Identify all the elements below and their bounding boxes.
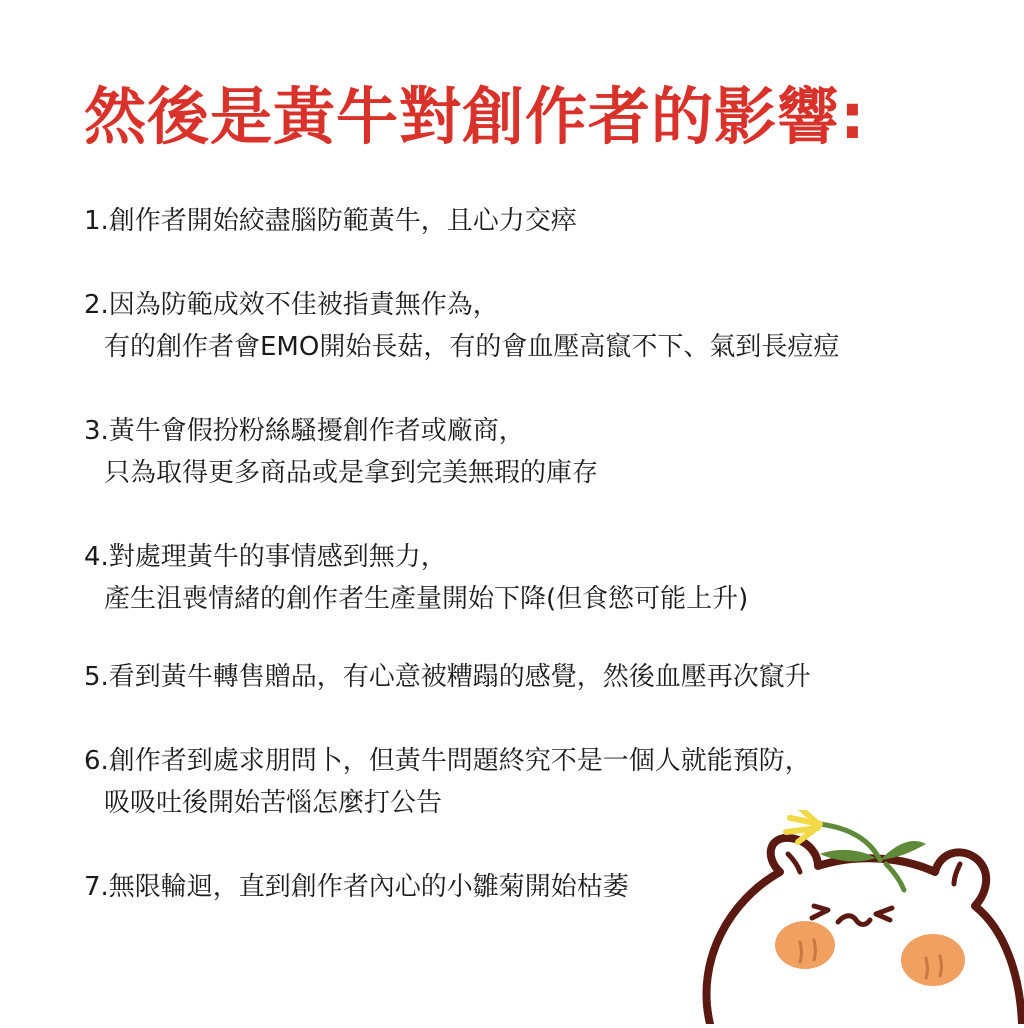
list-item-line: 6.創作者到處求朋問卜，但黃牛問題終究不是一個人就能預防， xyxy=(84,746,811,776)
list-item-line: 5.看到黃牛轉售贈品，有心意被糟蹋的感覺，然後血壓再次竄升 xyxy=(84,662,811,692)
list-item-1 xyxy=(84,200,577,242)
list-item-4 xyxy=(84,536,748,620)
list-item-2 xyxy=(84,284,839,368)
list-item-line: 1.創作者開始絞盡腦防範黃牛，且心力交瘁 xyxy=(84,206,577,236)
list-item-line-continued: 只為取得更多商品或是拿到完美無瑕的庫存 xyxy=(104,458,599,488)
list-item-line: 7.無限輪迴，直到創作者內心的小雛菊開始枯萎 xyxy=(84,872,629,902)
list-item-line: 2.因為防範成效不佳被指責無作為， xyxy=(84,290,499,320)
list-item-line-continued: 產生沮喪情緒的創作者生產量開始下降(但食慾可能上升) xyxy=(104,584,749,614)
page-title: 然後是黃牛對創作者的影響: xyxy=(84,80,866,153)
list-item-line-continued: 有的創作者會EMO開始長菇，有的會血壓高竄不下、氣到長痘痘 xyxy=(104,332,840,362)
list-item-line: 3.黃牛會假扮粉絲騷擾創作者或廠商， xyxy=(84,416,525,446)
sad-bear-with-wilting-daisy-icon xyxy=(690,810,1024,1024)
list-item-5 xyxy=(84,656,811,698)
list-item-3 xyxy=(84,410,598,494)
list-item-line: 4.對處理黃牛的事情感到無力， xyxy=(84,542,447,572)
list-item-7 xyxy=(84,866,629,908)
list-item-line-continued: 吸吸吐後開始苦惱怎麼打公告 xyxy=(104,788,443,818)
